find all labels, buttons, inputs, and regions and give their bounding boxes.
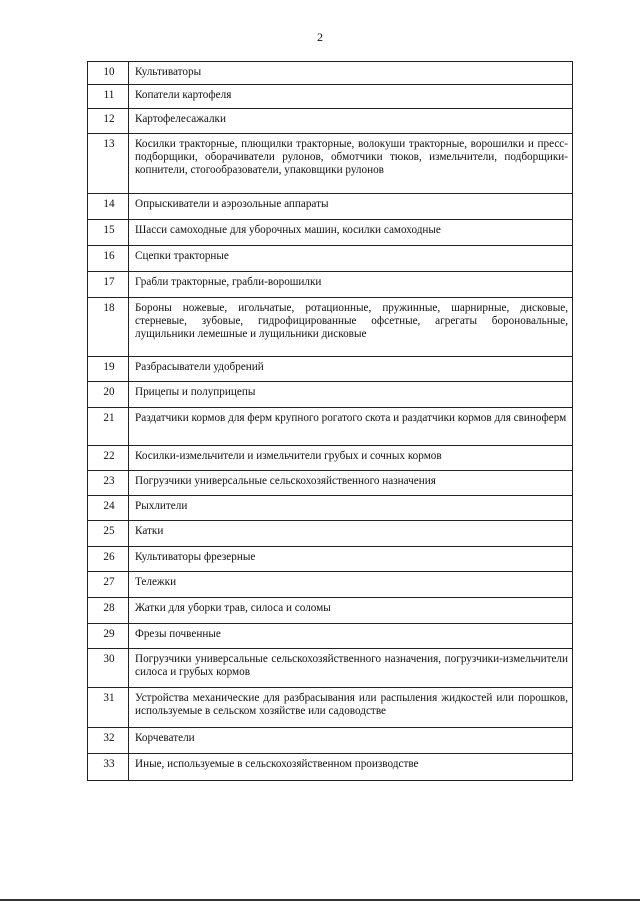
row-number: 19 [88,357,129,382]
row-number: 17 [88,272,129,298]
table-row [88,446,573,471]
row-number: 10 [88,62,129,85]
row-description: Прицепы и полуприцепы [129,382,573,408]
row-number: 21 [88,408,129,446]
row-number: 28 [88,598,129,624]
row-description: Фрезы почвенные [129,624,573,649]
table-row [88,85,573,109]
table-row [88,382,573,408]
row-description: Жатки для уборки трав, силоса и соломы [129,598,573,624]
row-number: 16 [88,246,129,272]
row-description: Культиваторы фрезерные [129,547,573,572]
row-number: 26 [88,547,129,572]
row-description: Погрузчики универсальные сельскохозяйственного назначения [129,471,573,496]
row-number: 27 [88,572,129,598]
row-description: Разбрасыватели удобрений [129,357,573,382]
row-description: Рыхлители [129,496,573,521]
row-number: 20 [88,382,129,408]
table-body [88,62,573,781]
table-row [88,62,573,85]
row-number: 23 [88,471,129,496]
table-row [88,471,573,496]
row-number: 11 [88,85,129,109]
table-row [88,357,573,382]
table-row [88,134,573,194]
row-number: 22 [88,446,129,471]
table-row [88,572,573,598]
table-row [88,220,573,246]
row-number: 15 [88,220,129,246]
row-number: 33 [88,754,129,781]
row-description: Тележки [129,572,573,598]
table-row [88,298,573,357]
table-row [88,109,573,134]
row-description: Шасси самоходные для уборочных машин, косилки самоходные [129,220,573,246]
row-number: 25 [88,521,129,547]
page-number: 2 [317,30,323,44]
table-row [88,547,573,572]
table-row [88,246,573,272]
row-number: 30 [88,649,129,688]
row-description: Бороны ножевые, игольчатые, ротационные, пружинные, шарнирные, дисковые, стерневые, зубовые, гидрофицированные офсетные, агрегаты бороновальные, лущильники лемешные и лущильники дисковые [129,298,573,357]
row-description: Копатели картофеля [129,85,573,109]
table-row [88,272,573,298]
row-description: Опрыскиватели и аэрозольные аппараты [129,194,573,220]
row-description: Иные, используемые в сельскохозяйственном производстве [129,754,573,781]
machinery-table [87,61,573,781]
table-row [88,496,573,521]
row-number: 13 [88,134,129,194]
table-row [88,754,573,781]
table-row [88,728,573,754]
row-number: 14 [88,194,129,220]
bottom-rule [0,899,640,901]
row-number: 24 [88,496,129,521]
row-number: 31 [88,688,129,728]
table-row [88,598,573,624]
table-row [88,521,573,547]
table-row [88,408,573,446]
row-description: Сцепки тракторные [129,246,573,272]
row-description: Культиваторы [129,62,573,85]
row-number: 32 [88,728,129,754]
table-row [88,624,573,649]
row-number: 12 [88,109,129,134]
table-row [88,688,573,728]
row-description: Грабли тракторные, грабли-ворошилки [129,272,573,298]
row-description: Корчеватели [129,728,573,754]
row-number: 18 [88,298,129,357]
row-description: Косилки тракторные, плющилки тракторные, волокуши тракторные, ворошилки и пресс-подборщики, оборачиватели рулонов, обмотчики тюков, измельчители, подборщики-копнители, стогообразователи, упаковщики рулонов [129,134,573,194]
row-description: Катки [129,521,573,547]
table-row [88,649,573,688]
row-description: Погрузчики универсальные сельскохозяйственного назначения, погрузчики-измельчители силоса и грубых кормов [129,649,573,688]
row-description: Картофелесажалки [129,109,573,134]
row-number: 29 [88,624,129,649]
row-description: Устройства механические для разбрасывания или распыления жидкостей или порошков, используемые в сельском хозяйстве или садоводстве [129,688,573,728]
row-description: Раздатчики кормов для ферм крупного рогатого скота и раздатчики кормов для свиноферм [129,408,573,446]
table-row [88,194,573,220]
row-description: Косилки-измельчители и измельчители грубых и сочных кормов [129,446,573,471]
